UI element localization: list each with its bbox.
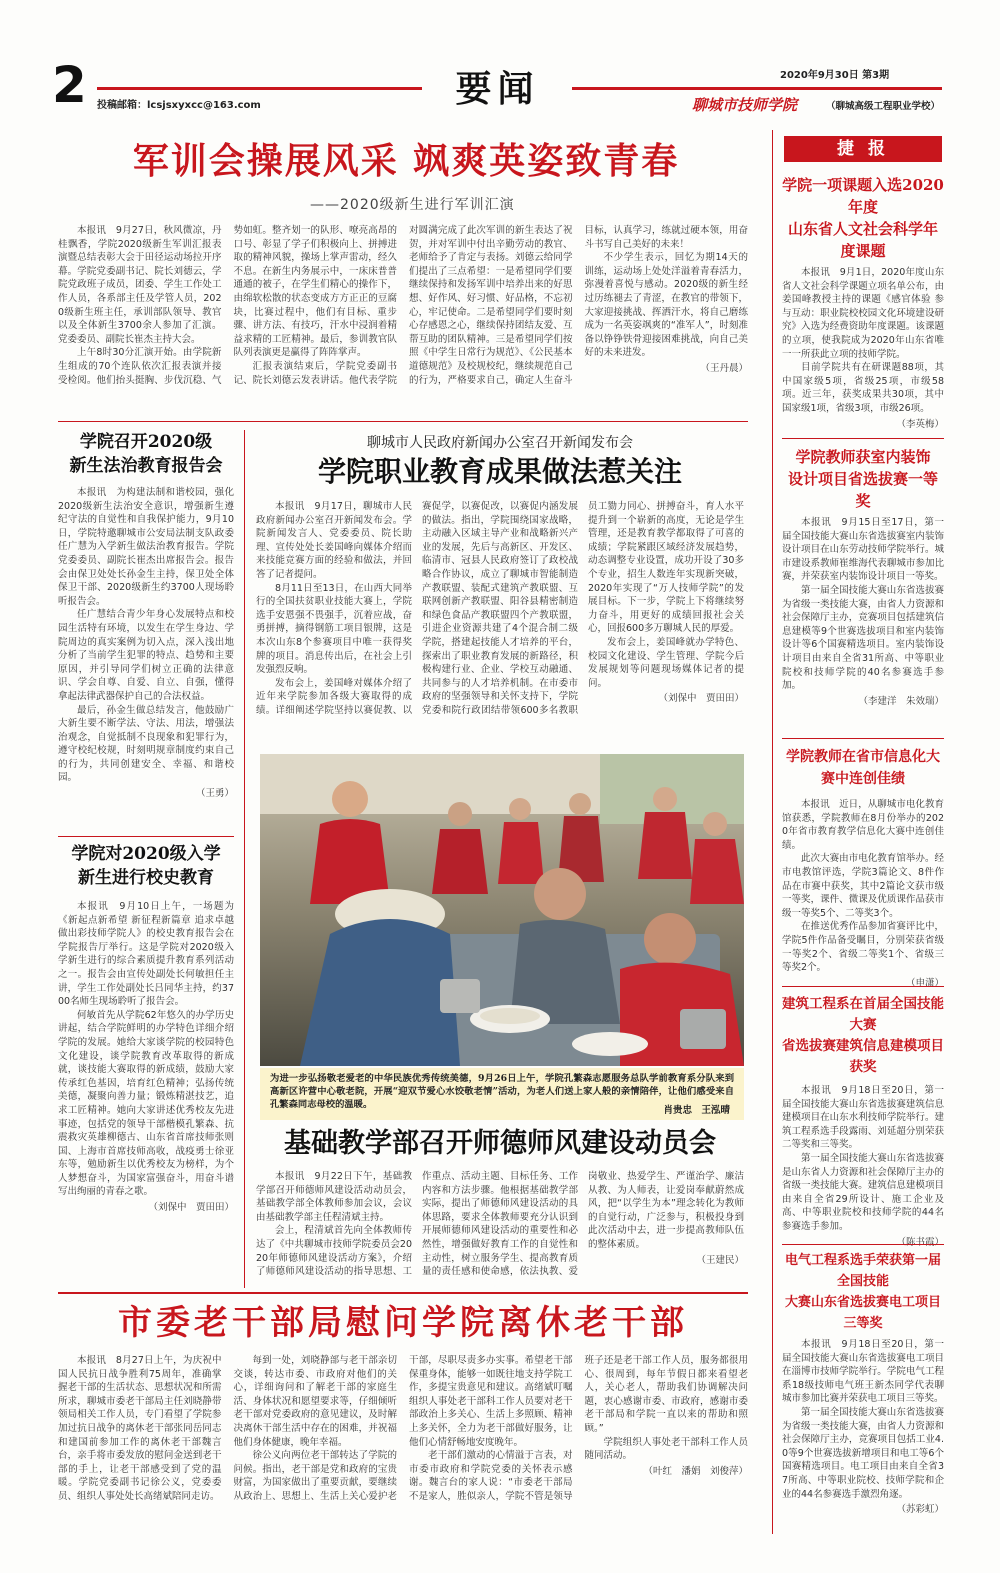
main-story-body [58,224,748,414]
brief-2-author: （李建洋 朱效瑞） [858,695,944,707]
brief-5 [782,1250,944,1568]
photo-caption-box [260,1068,744,1120]
brief-1-body [782,266,944,452]
brief-2-body [782,516,944,734]
brief-3-para-2: 此次大赛由市电化教育馆举办。经市电教馆评选，学院3篇论文、8件作品在市赛中获奖，其中2篇论文获市级一等奖，课件、微课及优质课作品获市级一等奖5个、二等奖3个。 [782,853,944,919]
left-story-1-title-line1: 学院召开2020级 [79,432,213,452]
left-story-2-body [58,900,234,1282]
masthead-right-rule [572,87,942,90]
teacher-story-author: （王建民） [696,1254,744,1266]
divider-brief-4 [782,1244,944,1245]
left-story-1-title-line2: 新生法治教育报告会 [69,456,223,476]
teacher-story-para-2: 会上，程清斌首先向全体教师传达了《中共聊城市技师学院委员会2020年师德师风建设活动方案》，介绍了师德师风建设活动的指导思想、工作重点、活动主题、目标任务、工作内容和方法步骤。他根据基础教学部实际，提出了师德师风建设活动的具体思路，要求全体教师要充分认识到开展师德师风建设活动的重要性和必然性，增强做好教育工作的自觉性和主动性，树立服务学生、提高教育质量的责任感和使命感，依法执教、爱岗敬业、热爱学生、严谨治学、廉洁从教、为人师表，让爱岗奉献蔚然成风，把“以学生为本”理念转化为教师的自觉行动，广泛参与，积极投身到此次活动中去，进一步提高教师队伍的整体素质。 [256,1171,744,1278]
brief-5-body [782,1338,944,1568]
left-story-1-title [58,430,234,478]
brief-5-para-2: 第一届全国技能大赛山东省选拔赛为省级一类技能大赛，由省人力资源和社会保障厅主办，竞赛项目包括工业4.0等9个世赛选拔新增项目和电工等6个国赛精选项目。电工项目由来自全省37所高、中等职业院校、技师学院和企业的44名参赛选手激烈角逐。 [782,1406,944,1500]
center-story-body [256,500,744,744]
brief-header: 捷 报 [784,136,942,162]
brief-4-author: （陈书霞） [896,1236,944,1248]
main-story-title: 军训会操展风采 飒爽英姿致青春 [132,140,680,182]
brief-2-title-line1: 学院教师获室内装饰 [795,448,931,466]
brief-3-para-3: 在推送优秀作品参加省赛评比中，学院5件作品备受瞩目，分别荣获省级一等奖2个、省级二等奖1个、省级三等奖2个。 [782,921,944,974]
brief-4-para-2: 第一届全国技能大赛山东省选拔赛是山东省人力资源和社会保障厅主办的省级一类技能大赛。建筑信息建模项目由来自全省29所设计、施工企业及高、中等职业院校和技师学院的44名参赛选手参加。 [782,1152,944,1232]
brief-4-para-1: 本报讯 9月18日至20日，第一届全国技能大赛山东省选拔赛建筑信息建模项目在山东水利技师学院举行。建筑工程系选手段露雨、刘延超分别荣获二等奖和三等奖。 [782,1085,944,1151]
bottom-story-para-3: 徐公义向两位老干部转达了学院的问候。指出，老干部是党和政府的宝贵财富，为国家做出了重要贡献，要继续从政治上、思想上、生活上关心爱护老干部，尽职尽责多办实事。希望老干部保重身体，能够一如既往地支持学院工作，多提宝贵意见和建议。高绪斌叮嘱组织人事处老干部科工作人员要对老干部政治上多关心、生活上多照顾、精神上多关怀，全力为老干部做好服务，让他们心情舒畅地安度晚年。 [233,1355,573,1502]
bottom-story-para-2: 每到一处，刘晓静部与老干部亲切交谈，转达市委、市政府对他们的关心，详细询问和了解老干部的家庭生活、身体状况和愿望要求等，仔细倾听老干部对党委政府的意见建议，及时解决离休干部生活中存在的困难，并祝福他们身体健康，晚年幸福。 [233,1355,397,1448]
brief-5-title-line2: 大赛山东省选拔赛电工项目三等奖 [784,1295,941,1331]
center-story-para-3: 发布会上，姜国峰对媒体介绍了近年来学院参加各级大赛取得的成绩。详细阐述学院坚持以赛促教、以赛促学，以赛促改，以赛促内涵发展的做法。指出，学院围绕国家战略，主动融入区域主导产业和战略新兴产业的发展，先后与高新区、开发区、临清市、冠县人民政府签订了政校战略合作协议，成立了聊城市智能制造产教联盟、装配式建筑产教联盟、互联网创新产教联盟、阳谷县精密制造和绿色食品产教联盟四个产教联盟，引进企业资源共建了4个混合制二级学院，搭建起技能人才培养的平台，探索出了职业教育发展的新路径，积极构建行业、企业、学校互动融通、共同参与的人才培养机制。在市委市政府的坚强领导和关怀支持下，学院党委和院行政团结带领600多名教职员工勠力同心、拼搏奋斗，育人水平提升到一个崭新的高度，无论是学生管理，还是教育教学都取得了可喜的成绩；学院紧跟区域经济发展趋势，动态调整专业设置，成功开设了30多个专业，招生人数连年实现新突破，2020年实现了“万人技师学院”的发展目标。下一步，学院上下将继续努力奋斗，用更好的成绩回报社会关心，回报600多万聊城人民的厚爱。 [256,501,744,716]
divider-brief-3 [782,986,944,987]
teacher-story-title: 基础教学部召开师德师风建设动员会 [284,1128,716,1159]
left-story-1-author: （王勇） [195,788,234,800]
divider-left-vertical [244,430,245,1288]
main-story-para-1: 本报讯 9月27日，秋风微凉，丹桂飘香，学院2020级新生军训汇报表演暨总结表彰大会于田径运动场拉开序幕。学院党委副书记、院长刘德云，学院党政班子成员，团委、学生工作处工作人员，各系部主任及学管人员，2020级新生班主任，承训部队领导、教官以及全体新生3700余人参加了汇演。党委委员、副院长崔杰主持大会。 [58,225,222,345]
bottom-story-author: （叶红 潘娟 刘俊萍） [643,1465,748,1477]
page-number: 2 [52,56,87,114]
divider-main [58,421,748,422]
school-logo-text: 聊城市技师学院 [692,96,798,114]
news-photo [260,754,744,1066]
masthead-left-rule [97,87,422,90]
brief-1-title-line2: 山东省人文社会科学年度课题 [787,220,938,260]
news-photo-illustration [260,754,744,1066]
center-story-para-2: 8月11日至13日，在山西大同举行的全国扶贫职业技能大赛上，学院选手安恩强不畏强手，沉着应战，奋勇拼搏，摘得钢筋工项目银牌，这是本次山东8个参赛项目中唯一获得奖牌的项目。消息传出后，在社会上引发强烈反响。 [256,582,412,676]
main-story-subtitle: ——2020级新生进行军训汇演 [310,197,515,213]
divider-brief-2 [782,738,944,739]
center-story-para-1: 本报讯 9月17日，聊城市人民政府新闻办公室召开新闻发布会。学院新闻发言人、党委委员、院长助理、宣传处处长姜国峰向媒体介绍而来技能竞赛方面的经验和做法，并回答了记者提问。 [256,501,412,580]
brief-1-para-2: 目前学院共有在研课题88项，其中国家级5项，省级25项，市级58项。近三年，获奖成果共30项，其中国家级1项，省级3项，市级26项。 [782,362,944,414]
brief-5-para-1: 本报讯 9月18日至20日，第一届全国技能大赛山东省选拔赛电工项目在淄博市技师学院举行。学院电气工程系18级技师电气班王新杰同学代表聊城市参加比赛并荣获电工项目三等奖。 [782,1339,944,1405]
center-story-author: （刘保中 贾田田） [658,693,744,705]
divider-brief-1 [782,438,944,439]
brief-3-title: 学院教师在省市信息化大赛中连创佳绩 [786,749,940,787]
contribution-email: 投稿邮箱：lcsjsxyxcc@163.com [97,100,261,111]
left-story-1-para-2: 任广慧结合青少年身心发展特点和校园生活特有环境，以发生在学生身边、学院周边的真实案例为切入点，深入浅出地分析了当前学生犯罪的特点、趋势和主要原因，并引导同学们树立正确的法律意识、学会自尊、自爱、自立、自强，懂得拿起法律武器保护自己的合法权益。 [58,609,234,702]
brief-2-para-2: 第一届全国技能大赛山东省选拔赛为省级一类技能大赛，由省人力资源和社会保障厅主办，竞赛项目包括建筑信息建模等9个世赛选拔项目和室内装饰设计等6个国赛精选项目。室内装饰设计项目由来自全省31所高、中等职业院校和技师学院的40名参赛选手参加。 [782,584,944,692]
main-story-para-2: 上午8时30分汇演开始。由学院新生组成的70个连队依次汇报表演并接受检阅。他们抬头挺胸、步伐沉稳、气势如虹。整齐划一的队形、嘹亮高昂的口号、彰显了学子们积极向上、拼搏进取的精神风貌，操场上掌声雷动，经久不息。在新生内务展示中，一床床普普通通的被子，在学生们精心的操作下，由绵软松散的状态变成方方正正的豆腐块，比赛过程中，他们有目标、重步骤、讲方法、有技巧，汗水中浸润着精益求精的工匠精神。最后，参训教官队队列表演更是赢得了阵阵掌声。 [58,225,397,386]
bottom-story-para-5: 学院组织人事处老干部科工作人员随同活动。 [584,1436,748,1462]
left-story-2-title-line1: 学院对2020级入学 [71,844,221,864]
photo-credit: 肖贵忠 王泓晴 [657,1102,730,1116]
left-story-2-para-2: 何敏首先从学院62年悠久的办学历史讲起，结合学院鲜明的办学特色详细介绍学院的发展。她给大家谈学院的校园特色文化建设，谈学院教育改革取得的新成就，谈技能大赛取得的新成绩，鼓励大家传承红色基因，培育红色精神；弘扬传统美德，凝聚向善力量；锻炼精湛技艺，追求工匠精神。她向大家讲述优秀校友先进事迹，包括党的领导干部楷模孔繁森、抗震救灾英雄柳德古、山东省首席技师张则国、上海市首席技师高收，战疫勇士徐亚东等，勉励新生以优秀校友为榜样，为个人梦想奋斗，为国家富强奋斗，用奋斗谱写出绚丽的青春之歌。 [58,1009,234,1198]
brief-1 [782,174,944,452]
center-story-kicker: 聊城市人民政府新闻办公室召开新闻发布会 [367,435,633,451]
main-story-para-3: 汇报表演结束后，学院党委副书记、院长刘德云发表讲话。他代表学院对圆满完成了此次军训的新生表达了祝贺，并对军训中付出辛勤劳动的教官、老师给予了肯定与表扬。刘德云给同学们提出了三点希望：一是希望同学们要继续保持和发扬军训中培养出来的好思想、好作风、好习惯、好品格，不忘初心，牢记使命。二是希望同学们要时刻心存感恩之心，继续保持团结友爱、互帮互助的团队精神。三是希望同学们按照《中学生日常行为规范》、《公民基本道德规范》及校规校纪，继续规范自己的行为，严格要求自己，确定人生奋斗目标，认真学习，练就过硬本领，用奋斗书写自己美好的未来！ [233,225,748,386]
brief-5-author: （苏彩虹） [896,1504,944,1516]
left-story-1-para-3: 最后，孙金生做总结发言，他鼓励广大新生要不断学法、守法、用法，增强法治观念，自觉抵制不良现象和犯罪行为，遵守校纪校规，时刻明规章制度约束自己的行为，共同创建安全、幸福、和谐校园。 [58,704,234,784]
brief-3-author: （申潇） [905,977,944,989]
photo-caption: 为进一步弘扬敬老爱老的中华民族优秀传统美德，9月26日上午，学院孔繁森志愿服务总队学前教育系分队来到高新区许营中心敬老院，开展“迎双节爱心水饺敬老情”活动，为老人们送上家人般的亲情陪伴，让他们感受来自孔繁森同志母校的温暖。 [270,1073,734,1110]
left-story-1-para-1: 本报讯 为构建法制和谐校园，强化2020级新生法治安全意识，增强新生遵纪守法的自觉性和自我保护能力，9月10日，学院特邀聊城市公安局法制支队政委任广慧为入学新生做法治教育报告。学院党委委员、副院长崔杰出席报告会。报告会由保卫处处长孙金生主持，保卫处全体保卫干部、2020级新生约3700人现场聆听报告会。 [58,487,234,607]
brief-4 [782,994,944,1280]
bottom-story-body [58,1354,748,1534]
bottom-story-title: 市委老干部局慰问学院离休老干部 [118,1303,688,1343]
brief-5-title-line1: 电气工程系选手荣获第一届全国技能 [784,1253,941,1289]
main-story-author: （王丹晨） [700,362,748,374]
divider-bottom [58,1292,748,1294]
left-story-2-author: （刘保中 贾田田） [148,1202,234,1214]
left-story-2-para-1: 本报讯 9月10日上午，一场题为《新起点新希望 新征程新篇章 追求卓越 做出彩技师学院人》的校史教育报告会在学院报告厅举行。这是学院对2020级入学新生进行的综合素质提升教育系列活动之一。报告会由宣传处副处长何敏担任主讲，学生工作处副处长吕同华主持，约3700名师生现场聆听了报告会。 [58,901,234,1008]
teacher-story-para-1: 本报讯 9月22日下午，基础教学部召开师德师风建设活动动员会，基础教学部全体教师参加会议，会议由基础教学部主任程清斌主持。 [256,1171,412,1223]
brief-1-title-line1: 学院一项课题入选2020年度 [782,176,944,216]
school-subname: （聊城高级工程职业学校） [826,101,941,112]
issue-date: 2020年9月30日 第3期 [780,70,890,81]
left-story-2-title-line2: 新生进行校史教育 [78,868,214,888]
main-story-para-4: 不少学生表示，回忆为期14天的训练，运动场上处处洋溢着青春活力，弥漫着喜悦与感动。2020级的新生经过历练褪去了青涩，在教官的带领下，大家迎接挑战、挥洒汗水，将自己磨练成为一名英姿飒爽的“准军人”，时刻准备以铮铮铁骨迎接困难挑战，向自己美好的未来进发。 [584,252,748,359]
bottom-story-para-1: 本报讯 8月27日上午，为庆祝中国人民抗日战争胜利75周年，准确掌握老干部的生活状态、思想状况和所需所求，聊城市委老干部局主任刘晓静带领局相关工作人员，专门看望了学院参加过抗日战争的离休老干部张同岳同志和建国前参加工作的离休老干部魏言台，亲手将市委发放的慰问金送到老干部的手上，让老干部感受到了党的温暖。学院党委副书记徐公义，党委委员、组织人事处处长高绪斌陪同走访。 [58,1355,222,1502]
left-story-1-body [58,486,234,832]
center-story-title: 学院职业教育成果做法惹关注 [317,455,682,488]
brief-2-title-line2: 设计项目省选拔赛一等奖 [787,470,938,510]
brief-1-para-1: 本报讯 9月1日，2020年度山东省人文社会科学课题立项名单公布，由姜国峰教授主持的课题《感官体验 参与互动：职业院校校园文化环境建设研究》入选为经费资助年度课题。该课题的立项，使我院成为2020年山东省唯一一所获此立项的技师学院。 [782,267,944,360]
bottom-story-para-4: 老干部们激动的心情溢于言表，对市委市政府和学院党委的关怀表示感谢。魏言台的家人说：“市委老干部局不是家人，胜似亲人，学院不管是领导班子还是老干部工作人员，服务都很用心、很周到，每年节假日都来看望老人，关心老人，帮助我们协调解决问题，衷心感谢市委、市政府，感谢市委老干部局和学院一直以来的帮助和照顾。” [409,1355,748,1502]
left-story-2-title [58,842,234,890]
brief-3 [782,746,944,1006]
brief-2 [782,446,944,734]
brief-4-title-line2: 省选拔赛建筑信息建模项目获奖 [782,1038,944,1075]
section-title: 要闻 [455,68,540,110]
teacher-story-body [256,1170,744,1288]
divider-left [58,836,234,837]
divider-sidebar [772,130,773,1534]
brief-4-title-line1: 建筑工程系在首届全国技能大赛 [782,996,944,1033]
brief-2-para-1: 本报讯 9月15日至17日，第一届全国技能大赛山东省选拔赛室内装饰设计项目在山东劳动技师学院举行。城市建设系教师崔维海代表聊城市参加比赛，并荣获室内装饰设计项目一等奖。 [782,517,944,583]
brief-3-body [782,798,944,1006]
brief-1-author: （李英梅） [896,418,944,430]
brief-3-para-1: 本报讯 近日，从聊城市电化教育馆获悉，学院教师在8月份举办的2020年省市教育教学信息化大赛中连创佳绩。 [782,799,944,851]
center-story-para-4: 发布会上，姜国峰就办学特色、校园文化建设、学生管理、学院今后发展规划等问题现场媒体记者的提问。 [588,636,744,689]
